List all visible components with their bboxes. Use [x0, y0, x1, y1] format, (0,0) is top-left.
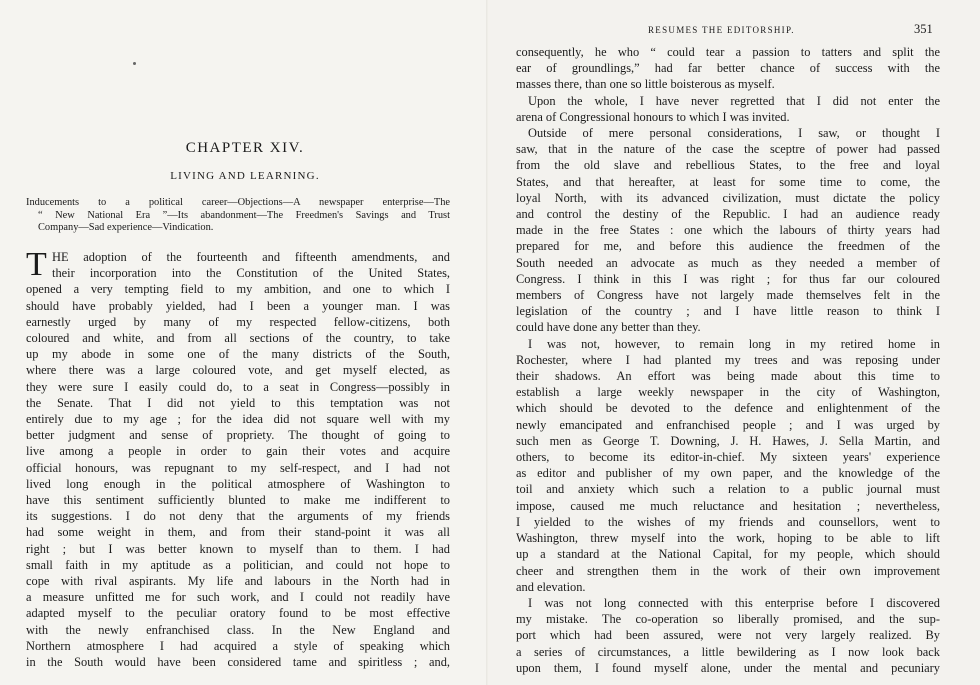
text-line: prepared for me, and before this audience the freedmen of the	[516, 239, 940, 254]
text-line: States, and that hereafter, at least for some time to come, the	[516, 174, 940, 189]
text-line: cheer and strengthen them in the work of their own improvement	[516, 563, 940, 578]
text-line: cope with rival aspirants. My life and labours in the North had in	[26, 574, 450, 589]
text-line: port which had been assured, were not very largely realized. By	[516, 628, 940, 643]
synopsis-line: Company—Sad experience—Vindication.	[38, 222, 214, 234]
chapter-title: CHAPTER XIV.	[185, 140, 305, 156]
text-line: newly emancipated and enfranchised people ; and I was urged by	[516, 417, 940, 432]
text-line: had some weight in them, and from their stand-point it was all	[26, 525, 450, 540]
text-line: opened a very tempting field to my ambition, and one to which I	[26, 282, 450, 297]
chapter-subtitle: LIVING AND LEARNING.	[170, 170, 320, 182]
text-line: the Senate. That I did not yield to this temptation was not	[26, 395, 450, 410]
text-line: and control the destiny of the Republic. I had an audience ready	[516, 207, 940, 222]
text-line: I was not, however, to remain long in my retired home in	[528, 336, 940, 351]
chapter-synopsis	[26, 197, 450, 235]
text-line: their incorporation into the Constitution of the United States,	[52, 266, 450, 281]
text-line: such men as George T. Downing, J. H. Hawes, J. Sella Martin, and	[516, 433, 940, 448]
text-line: made in the free States : one which the labours of thirty years had	[516, 223, 940, 238]
text-line: should have probably yielded, had I been a younger man. I was	[26, 298, 450, 313]
text-line: Washington, threw myself into the work, hoping to be able to lift	[516, 531, 940, 546]
text-line: toil and anxiety which such a relation to a public journal must	[516, 482, 940, 497]
text-line: which should be devoted to the defence and enlightenment of the	[516, 401, 940, 416]
text-line: lived long enough in the political atmosphere of Washington to	[26, 476, 450, 491]
text-line: ear of groundlings,” had far better chance of success with the	[516, 61, 940, 76]
text-line: Northern atmosphere I had acquired a style of speaking which	[26, 638, 450, 653]
text-line: members of Congress have not largely made themselves felt in the	[516, 288, 940, 303]
text-line: Outside of mere personal considerations, I saw, or thought I	[528, 126, 940, 141]
text-line: their shadows. An effort was being made about this time to	[516, 369, 940, 384]
text-line: impose, caused me much reluctance and hesitation ; nevertheless,	[516, 498, 940, 513]
text-line: Congress. I think in this I was right ; for thus far our coloured	[516, 271, 940, 286]
text-line: I was not long connected with this enterprise before I discovered	[528, 595, 940, 610]
text-line: with the newly enfranchised class. In the New England and	[26, 622, 450, 637]
text-line: entirely due to my age ; for the idea did not square well with my	[26, 412, 450, 427]
text-line: South needed an advocate as much as they needed a member of	[516, 255, 940, 270]
text-line: live among a people in order to gain their votes and acquire	[26, 444, 450, 459]
text-line: up a standard at the National Capital, for my people, which should	[516, 547, 940, 562]
text-line: its suggestions. I do not deny that the arguments of my friends	[26, 509, 450, 524]
text-line: consequently, he who “ could tear a passion to tatters and split the	[516, 45, 940, 59]
text-line: my mistake. The co-operation so liberally promised, and the sup-	[516, 612, 940, 627]
text-line: HE adoption of the fourteenth and fifteenth amendments, and	[52, 250, 450, 264]
text-line: loyal North, with its advanced civilization, must dictate the policy	[516, 190, 940, 205]
text-line: others, to become its editor-in-chief. My sixteen years' experience	[516, 450, 940, 465]
text-line: up my abode in some one of the many districts of the South,	[26, 347, 450, 362]
text-line: legislation of the country ; and I have little reason to think I	[516, 304, 940, 319]
text-line: have this sentiment sufficiently blunted to make me indifferent to	[26, 493, 450, 508]
text-line: and elevation.	[516, 579, 586, 594]
text-line: a series of circumstances, a little bewildering as I now look back	[516, 644, 940, 659]
text-line: adapted myself to the peculiar oratory found to be most effective	[26, 606, 450, 621]
text-line: could have done any better than they.	[516, 320, 701, 335]
text-line: Rochester, where I had planted my trees and was reposing under	[516, 352, 940, 367]
text-line: saw, that in the nature of the case the sceptre of power had passed	[516, 142, 940, 157]
left-body-text	[26, 246, 450, 670]
text-line: from the old slave and rebellious States, to the free and loyal	[516, 158, 940, 173]
text-line: where there was a large coloured vote, and get myself elected, as	[26, 363, 450, 378]
text-line: as editor and publisher of my own paper, and the knowledge of the	[516, 466, 940, 481]
running-head: RESUMES THE EDITORSHIP.	[648, 25, 795, 35]
synopsis-line: Inducements to a political career—Objections—A newspaper enterprise—The	[26, 197, 450, 208]
text-line: Upon the whole, I have never regretted that I did not enter the	[528, 93, 940, 108]
text-line: I yielded to the wishes of my friends and counsellors, went to	[516, 514, 940, 529]
text-line: establish a large weekly newspaper in the city of Washington,	[516, 385, 940, 400]
synopsis-line: “ New National Era ”—Its abandonment—The Freedmen's Savings and Trust	[38, 209, 450, 221]
text-line: coloured and white, and from all sections of the country, to take	[26, 331, 450, 346]
text-line: official honours, was repugnant to my self-respect, and I had not	[26, 460, 450, 475]
right-body-text	[516, 44, 940, 676]
text-line: they were sure I easily could do, to a seat in Congress—possibly in	[26, 379, 450, 394]
text-line: right ; but I was better known to myself than to them. I had	[26, 541, 450, 556]
text-line: in the South would have been considered tame and spiritless ; and,	[26, 655, 450, 670]
text-line: upon them, I found myself alone, under the mental and pecuniary	[516, 660, 940, 675]
text-line: better judgment and sense of propriety. The thought of going to	[26, 428, 450, 443]
text-line: a measure unfitted me for such work, and I could not readily have	[26, 590, 450, 605]
text-line: small faith in my aptitude as a politician, and could not hope to	[26, 557, 450, 572]
drop-cap: T	[26, 246, 47, 283]
text-line: earnestly urged by many of my respected fellow-citizens, both	[26, 314, 450, 329]
ink-speck	[133, 62, 136, 65]
page-number: 351	[914, 22, 933, 36]
text-line: arena of Congressional honours to which I was invited.	[516, 109, 790, 124]
text-line: masses there, than one so little boisterous as myself.	[516, 77, 775, 92]
